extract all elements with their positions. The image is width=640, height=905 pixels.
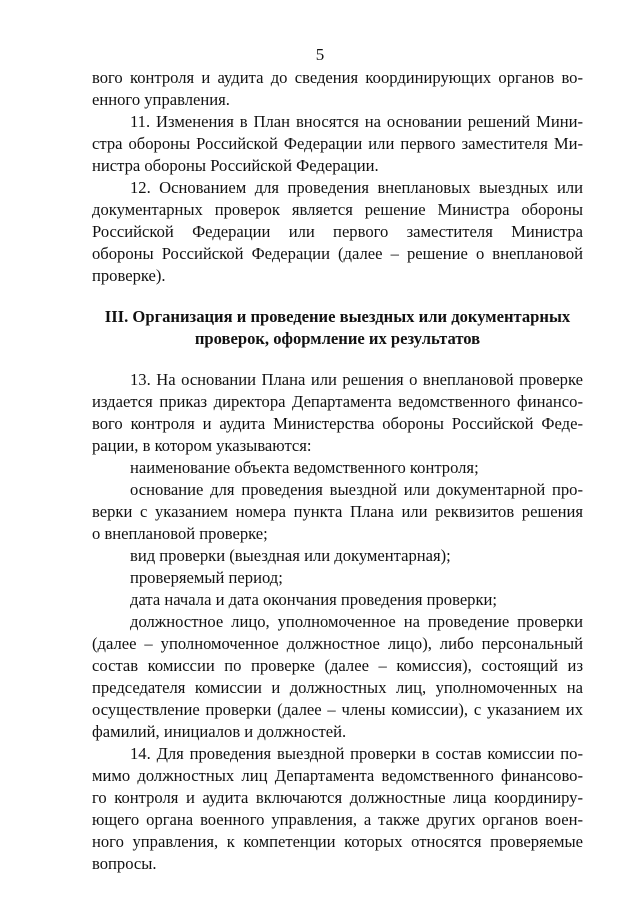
section-heading: проверок, оформление их результатов (194, 329, 481, 348)
paragraph-12-line: проверке). (92, 266, 166, 285)
list-item: осуществление проверки (далее – члены комиссии), с указанием их (92, 700, 583, 719)
paragraph-14-line: мимо должностных лиц Департамента ведомственного финансово- (92, 766, 583, 785)
list-item: состав комиссии по проверке (далее – комиссия), состоящий из (92, 656, 583, 675)
list-item: верки с указанием номера пункта Плана или реквизитов решения (92, 502, 583, 521)
section-heading: III. Организация и проведение выездных или документарных (104, 307, 571, 326)
list-item: дата начала и дата окончания проведения проверки; (130, 590, 498, 609)
paragraph-12-line: документарных проверок является решение Министра обороны (92, 200, 583, 219)
paragraph-14-line: 14. Для проведения выездной проверки в состав комиссии по- (130, 744, 583, 763)
paragraph-14-line: ного управления, к компетенции которых относятся проверяемые (92, 832, 583, 851)
paragraph-13-line: рации, в котором указываются: (92, 436, 312, 455)
list-item: наименование объекта ведомственного контроля; (130, 458, 479, 477)
list-item: фамилий, инициалов и должностей. (92, 722, 347, 741)
paragraph-12-line: Российской Федерации или первого заместителя Министра (92, 222, 583, 241)
list-item: (далее – уполномоченное должностное лицо), либо персональный (92, 634, 583, 653)
page-number: 5 (315, 45, 325, 64)
paragraph-13-line: вого контроля и аудита Министерства обороны Российской Феде- (92, 414, 583, 433)
paragraph-11-line: 11. Изменения в План вносятся на основании решений Мини- (130, 112, 583, 131)
paragraph-11-line: стра обороны Российской Федерации или первого заместителя Ми- (92, 134, 583, 153)
list-item: должностное лицо, уполномоченное на проведение проверки (130, 612, 583, 631)
paragraph-12-line: 12. Основанием для проведения внеплановых выездных или (130, 178, 583, 197)
paragraph-11-line: нистра обороны Российской Федерации. (92, 156, 379, 175)
text-line: вого контроля и аудита до сведения координирующих органов во- (92, 68, 583, 87)
paragraph-13-line: издается приказ директора Департамента ведомственного финансо- (92, 392, 583, 411)
list-item: вид проверки (выездная или документарная); (130, 546, 451, 565)
text-line: енного управления. (92, 90, 230, 109)
paragraph-12-line: обороны Российской Федерации (далее – решение о внеплановой (92, 244, 583, 263)
paragraph-14-line: го контроля и аудита включаются должностные лица координиру- (92, 788, 583, 807)
list-item: о внеплановой проверке; (92, 524, 268, 543)
list-item: основание для проведения выездной или документарной про- (130, 480, 583, 499)
paragraph-14-line: ющего органа военного управления, а также других органов воен- (92, 810, 583, 829)
list-item: председателя комиссии и должностных лиц, уполномоченных на (92, 678, 583, 697)
paragraph-13-line: 13. На основании Плана или решения о внеплановой проверке (130, 370, 583, 389)
list-item: проверяемый период; (130, 568, 283, 587)
paragraph-14-line: вопросы. (92, 854, 157, 873)
